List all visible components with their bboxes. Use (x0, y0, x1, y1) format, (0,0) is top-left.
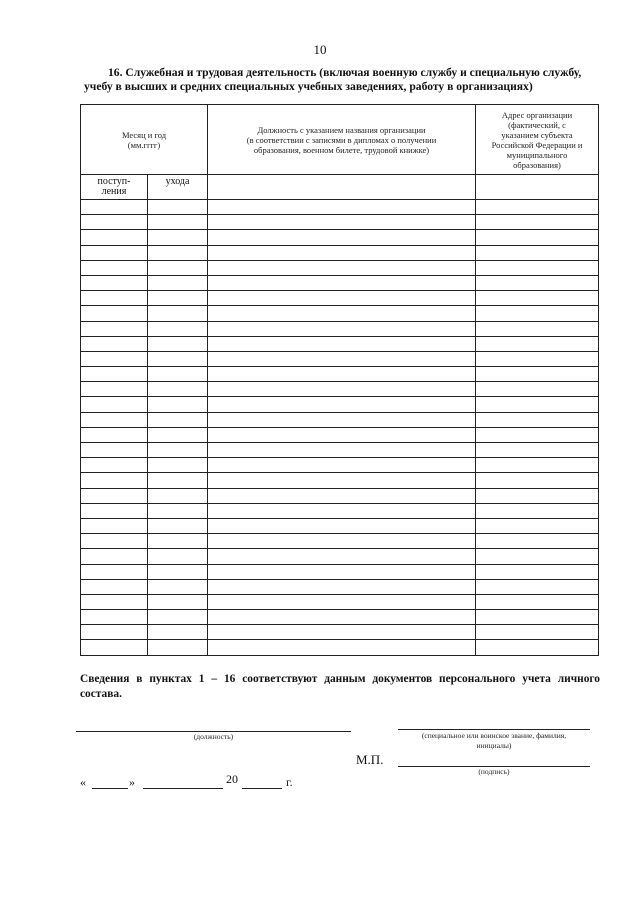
row-position-cell[interactable] (208, 215, 476, 230)
row-entry-cell[interactable] (81, 503, 148, 518)
row-position-cell[interactable] (208, 503, 476, 518)
header-address-line-5: муниципального (506, 149, 568, 160)
row-entry-cell[interactable] (81, 610, 148, 625)
table-row (81, 610, 599, 625)
row-address-cell[interactable] (476, 640, 599, 655)
row-leave-cell[interactable] (148, 610, 208, 625)
table-row (81, 518, 599, 533)
header-position-line-3: образования, военном билете, трудовой книжке) (253, 144, 430, 155)
rank-name-caption-line-1: (специальное или воинское звание, фамилия, (421, 731, 567, 740)
row-entry-cell[interactable] (81, 215, 148, 230)
table-subheader-row (81, 175, 599, 200)
row-leave-cell[interactable] (148, 397, 208, 412)
row-position-cell[interactable] (208, 291, 476, 306)
row-entry-cell[interactable] (81, 321, 148, 336)
row-address-cell[interactable] (476, 230, 599, 245)
row-entry-cell[interactable] (81, 594, 148, 609)
section-title-line-1: 16. Служебная и трудовая деятельность (включая военную службу и специальную службу, (108, 66, 582, 79)
row-leave-cell[interactable] (148, 594, 208, 609)
page-number: 10 (313, 42, 327, 57)
row-address-cell[interactable] (476, 260, 599, 275)
row-address-cell[interactable] (476, 549, 599, 564)
rank-name-caption-line-2: инициалы) (476, 741, 512, 750)
table-header-row (81, 105, 599, 175)
row-entry-cell[interactable] (81, 336, 148, 351)
employment-table-body (81, 105, 599, 656)
row-position-cell[interactable] (208, 260, 476, 275)
row-entry-cell[interactable] (81, 275, 148, 290)
position-caption: (должность) (193, 732, 234, 741)
row-entry-cell[interactable] (81, 564, 148, 579)
row-address-cell[interactable] (476, 594, 599, 609)
row-position-cell[interactable] (208, 351, 476, 366)
row-leave-cell[interactable] (148, 458, 208, 473)
signature-caption: (подпись) (478, 767, 510, 776)
table-row (81, 488, 599, 503)
row-position-cell[interactable] (208, 594, 476, 609)
row-address-cell[interactable] (476, 215, 599, 230)
row-position-cell[interactable] (208, 564, 476, 579)
row-leave-cell[interactable] (148, 549, 208, 564)
table-row (81, 625, 599, 640)
row-entry-cell[interactable] (81, 443, 148, 458)
table-row (81, 594, 599, 609)
row-address-cell[interactable] (476, 291, 599, 306)
row-leave-cell[interactable] (148, 351, 208, 366)
row-entry-cell[interactable] (81, 306, 148, 321)
row-entry-cell[interactable] (81, 625, 148, 640)
date-month-line[interactable] (143, 788, 223, 789)
row-address-cell[interactable] (476, 275, 599, 290)
row-leave-cell[interactable] (148, 260, 208, 275)
row-position-cell[interactable] (208, 275, 476, 290)
table-row (81, 230, 599, 245)
row-address-cell[interactable] (476, 306, 599, 321)
row-leave-cell[interactable] (148, 200, 208, 215)
row-position-cell[interactable] (208, 336, 476, 351)
rank-name-line[interactable] (398, 729, 590, 730)
row-leave-cell[interactable] (148, 230, 208, 245)
table-row (81, 215, 599, 230)
row-leave-cell[interactable] (148, 275, 208, 290)
row-address-cell[interactable] (476, 336, 599, 351)
row-address-cell[interactable] (476, 412, 599, 427)
row-address-cell[interactable] (476, 367, 599, 382)
row-entry-cell[interactable] (81, 518, 148, 533)
table-row (81, 245, 599, 260)
date-quote-open: « (80, 775, 86, 789)
row-address-cell[interactable] (476, 200, 599, 215)
row-position-cell[interactable] (208, 200, 476, 215)
header-month-year-format: (мм.гггг) (127, 139, 161, 150)
table-row (81, 275, 599, 290)
row-position-cell[interactable] (208, 382, 476, 397)
row-address-cell[interactable] (476, 443, 599, 458)
row-leave-cell[interactable] (148, 336, 208, 351)
date-year-prefix: 20 (226, 772, 238, 786)
table-row (81, 534, 599, 549)
row-entry-cell[interactable] (81, 412, 148, 427)
row-entry-cell[interactable] (81, 382, 148, 397)
row-address-cell[interactable] (476, 610, 599, 625)
row-position-cell[interactable] (208, 245, 476, 260)
row-address-cell[interactable] (476, 488, 599, 503)
row-leave-cell[interactable] (148, 518, 208, 533)
subheader-leave: ухода (148, 175, 208, 200)
header-month-year (81, 105, 208, 175)
subheader-entry (81, 175, 148, 200)
row-address-cell[interactable] (476, 351, 599, 366)
table-row (81, 503, 599, 518)
row-address-cell[interactable] (476, 518, 599, 533)
row-position-cell[interactable] (208, 625, 476, 640)
table-row (81, 351, 599, 366)
row-leave-cell[interactable] (148, 473, 208, 488)
row-leave-cell[interactable] (148, 427, 208, 442)
header-address-line-4: Российской Федерации и (491, 139, 583, 150)
row-position-cell[interactable] (208, 473, 476, 488)
table-row (81, 412, 599, 427)
section-title (84, 66, 604, 94)
row-entry-cell[interactable] (81, 549, 148, 564)
row-leave-cell[interactable] (148, 564, 208, 579)
certification-statement: Сведения в пунктах 1 – 16 соответствуют данным документов персонального учета личного состава. (80, 673, 600, 700)
row-position-cell[interactable] (208, 549, 476, 564)
row-position-cell[interactable] (208, 640, 476, 655)
row-position-cell[interactable] (208, 427, 476, 442)
row-address-cell[interactable] (476, 473, 599, 488)
row-position-cell[interactable] (208, 488, 476, 503)
row-entry-cell[interactable] (81, 534, 148, 549)
header-address-line-6: образования) (513, 159, 561, 170)
row-entry-cell[interactable] (81, 458, 148, 473)
row-entry-cell[interactable] (81, 427, 148, 442)
row-entry-cell[interactable] (81, 473, 148, 488)
row-entry-cell[interactable] (81, 640, 148, 655)
header-address-line-3: указанием субъекта (501, 129, 573, 140)
row-address-cell[interactable] (476, 503, 599, 518)
row-leave-cell[interactable] (148, 291, 208, 306)
row-address-cell[interactable] (476, 321, 599, 336)
row-position-cell[interactable] (208, 579, 476, 594)
row-leave-cell[interactable] (148, 215, 208, 230)
row-entry-cell[interactable] (81, 579, 148, 594)
table-row (81, 382, 599, 397)
row-leave-cell[interactable] (148, 534, 208, 549)
row-leave-cell[interactable] (148, 321, 208, 336)
table-row (81, 443, 599, 458)
row-address-cell[interactable] (476, 564, 599, 579)
table-row (81, 291, 599, 306)
rank-name-caption (398, 731, 590, 751)
row-position-cell[interactable] (208, 518, 476, 533)
table-row (81, 321, 599, 336)
subheader-position-cell[interactable] (208, 175, 476, 200)
row-address-cell[interactable] (476, 245, 599, 260)
row-position-cell[interactable] (208, 458, 476, 473)
header-position-line-2: (в соответствии с записями в дипломах о получении (246, 134, 437, 145)
header-address-line-1: Адрес организации (501, 109, 573, 120)
row-leave-cell[interactable] (148, 625, 208, 640)
row-leave-cell[interactable] (148, 503, 208, 518)
date-day-line[interactable] (92, 788, 128, 789)
table-row (81, 473, 599, 488)
row-position-cell[interactable] (208, 397, 476, 412)
row-position-cell[interactable] (208, 534, 476, 549)
header-position (208, 105, 476, 175)
subheader-entry-line-1: поступ- (97, 176, 131, 187)
section-title-line-2: учебу в высших и средних специальных учебных заведениях, работу в организациях) (84, 80, 533, 93)
row-address-cell[interactable] (476, 427, 599, 442)
row-leave-cell[interactable] (148, 443, 208, 458)
row-leave-cell[interactable] (148, 382, 208, 397)
employment-history-table (80, 104, 599, 656)
row-entry-cell[interactable] (81, 397, 148, 412)
row-entry-cell[interactable] (81, 291, 148, 306)
row-position-cell[interactable] (208, 412, 476, 427)
row-entry-cell[interactable] (81, 230, 148, 245)
row-entry-cell[interactable] (81, 351, 148, 366)
table-row (81, 306, 599, 321)
header-address (476, 105, 599, 175)
table-row (81, 336, 599, 351)
row-entry-cell[interactable] (81, 488, 148, 503)
row-leave-cell[interactable] (148, 579, 208, 594)
row-leave-cell[interactable] (148, 640, 208, 655)
row-position-cell[interactable] (208, 443, 476, 458)
stamp-label: М.П. (356, 752, 384, 767)
table-row (81, 397, 599, 412)
row-address-cell[interactable] (476, 534, 599, 549)
row-position-cell[interactable] (208, 321, 476, 336)
table-row (81, 549, 599, 564)
table-row (81, 200, 599, 215)
date-quote-close: » (129, 775, 135, 789)
table-row (81, 564, 599, 579)
row-leave-cell[interactable] (148, 412, 208, 427)
row-leave-cell[interactable] (148, 245, 208, 260)
row-position-cell[interactable] (208, 230, 476, 245)
table-row (81, 640, 599, 655)
row-address-cell[interactable] (476, 382, 599, 397)
subheader-entry-line-2: ления (101, 186, 127, 197)
header-address-line-2: (фактический, с (508, 119, 566, 130)
table-row (81, 579, 599, 594)
row-entry-cell[interactable] (81, 245, 148, 260)
row-position-cell[interactable] (208, 306, 476, 321)
header-month-year-label: Месяц и год (121, 129, 167, 140)
row-address-cell[interactable] (476, 458, 599, 473)
table-row (81, 458, 599, 473)
row-position-cell[interactable] (208, 367, 476, 382)
row-address-cell[interactable] (476, 579, 599, 594)
table-row (81, 260, 599, 275)
date-year-line[interactable] (242, 788, 282, 789)
row-address-cell[interactable] (476, 625, 599, 640)
subheader-address-cell[interactable] (476, 175, 599, 200)
row-leave-cell[interactable] (148, 488, 208, 503)
row-entry-cell[interactable] (81, 367, 148, 382)
row-address-cell[interactable] (476, 397, 599, 412)
header-position-line-1: Должность с указанием названия организации (257, 124, 426, 135)
row-position-cell[interactable] (208, 610, 476, 625)
row-leave-cell[interactable] (148, 367, 208, 382)
date-year-suffix: г. (286, 775, 293, 789)
row-leave-cell[interactable] (148, 306, 208, 321)
table-row (81, 427, 599, 442)
row-entry-cell[interactable] (81, 200, 148, 215)
row-entry-cell[interactable] (81, 260, 148, 275)
table-row (81, 367, 599, 382)
